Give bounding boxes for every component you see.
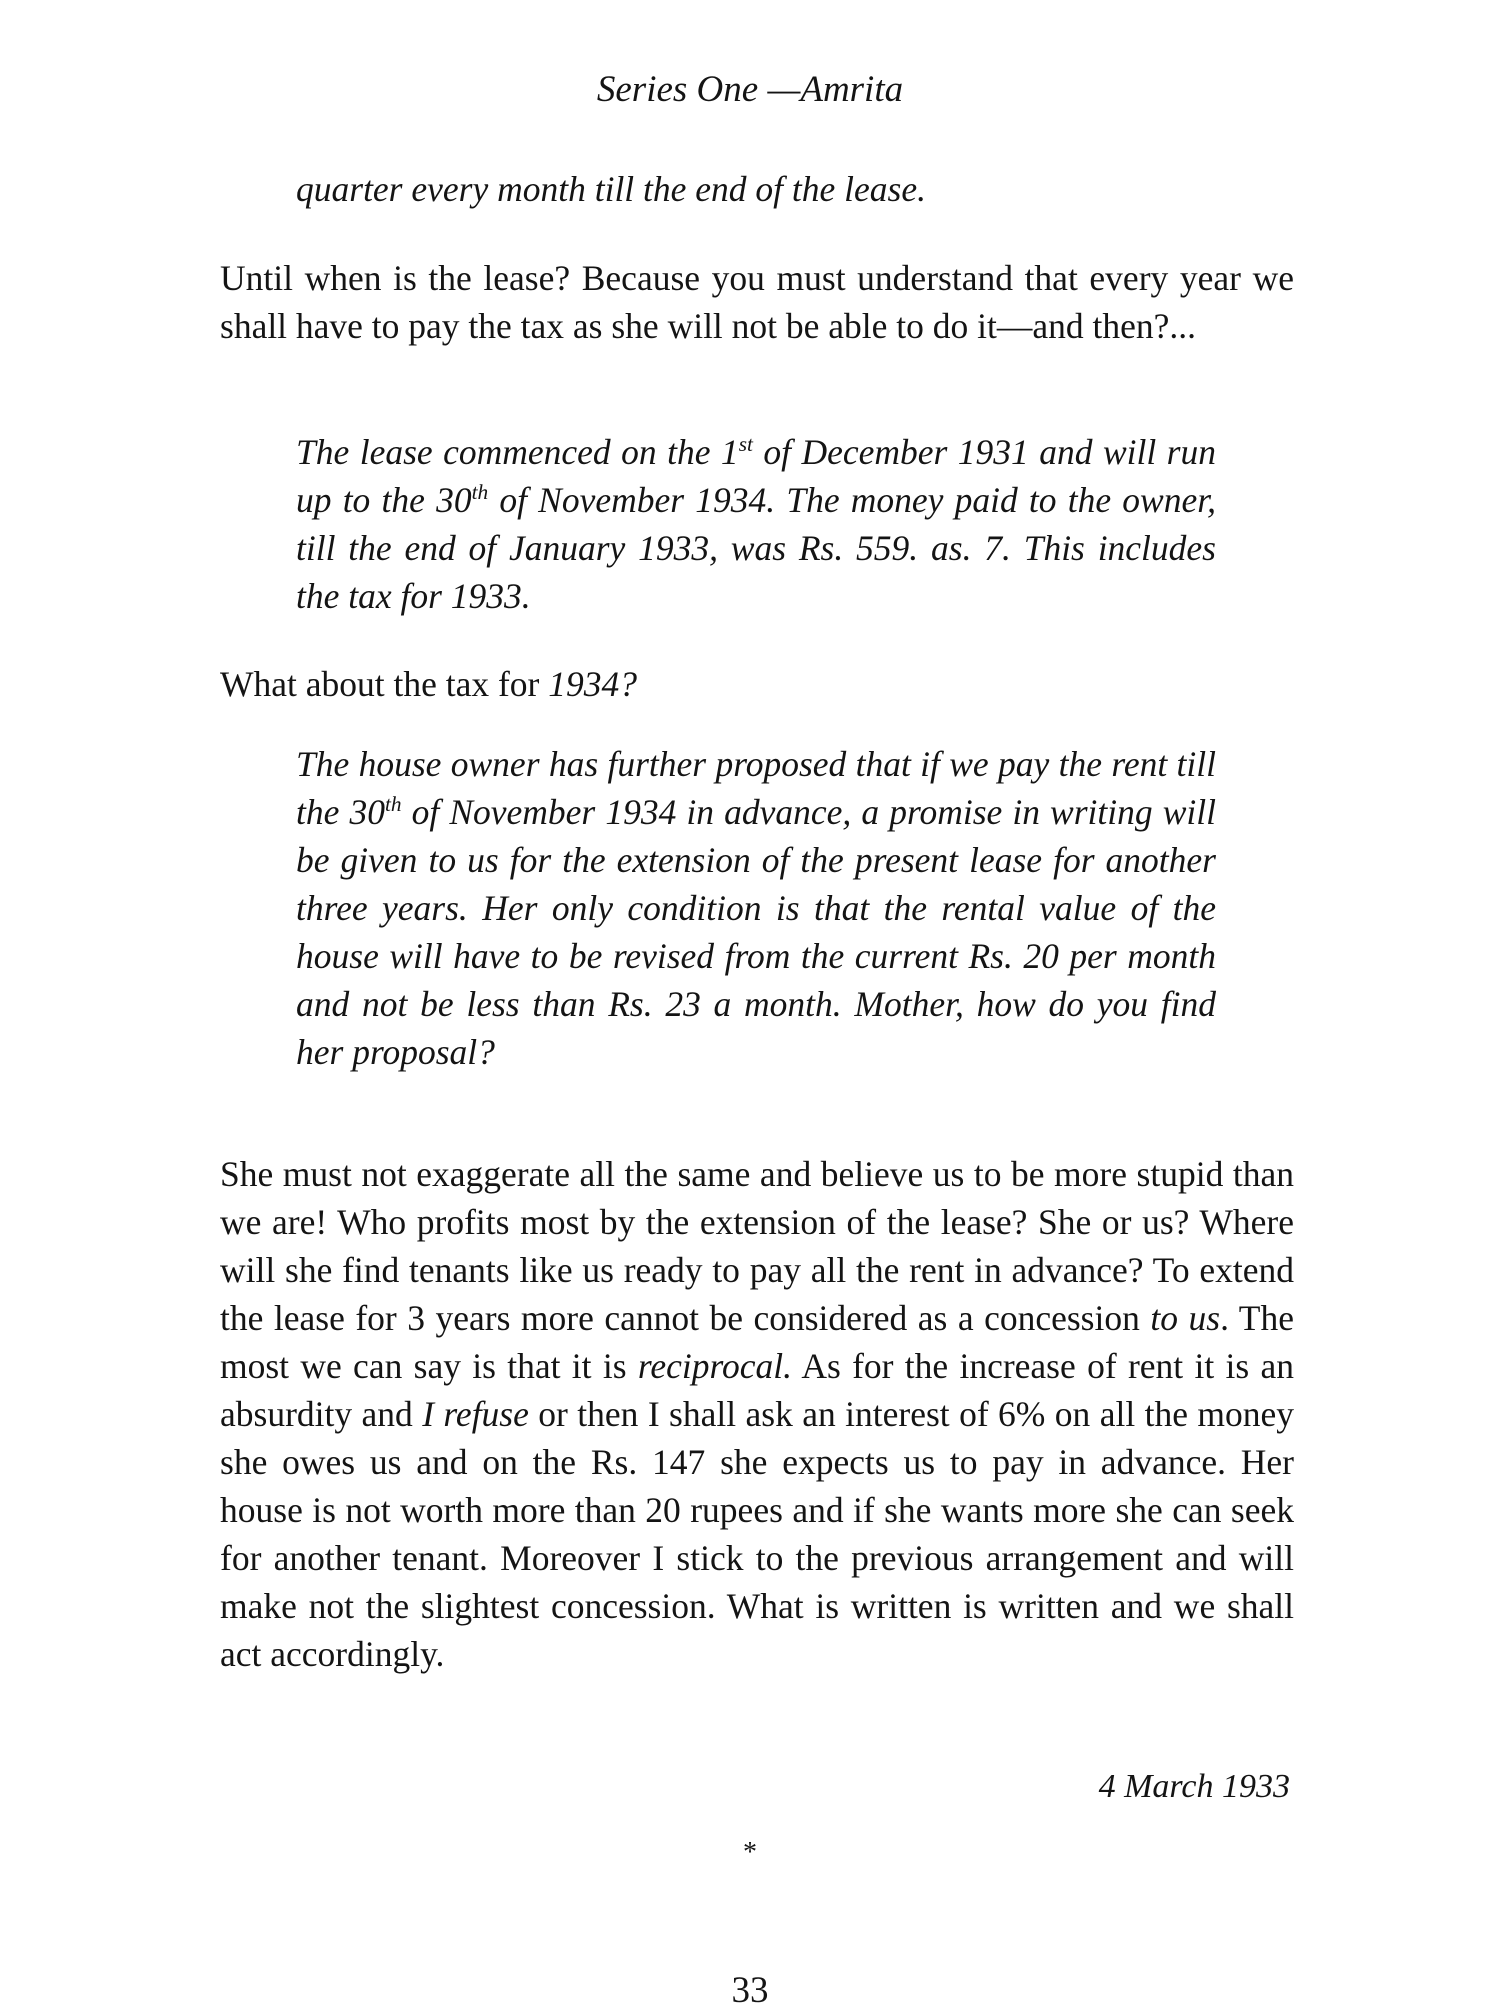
page-number: 33 xyxy=(731,1970,769,2011)
ordinal-superscript: th xyxy=(471,480,489,505)
entry-date: 4 March 1933 xyxy=(1098,1768,1290,1805)
question-year: 1934? xyxy=(548,664,638,704)
quote-continuation: quarter every month till the end of the lease. xyxy=(296,169,926,209)
ordinal-superscript: th xyxy=(384,792,402,817)
mother-reply-paragraph xyxy=(220,1150,1294,1678)
quote-text: of November 1934 in advance, a promise in writing will be given to us for the extension of the present lease for another three years. Her only condition is that the rental value of the house will have to be revised from the current Rs. 20 per month and not be less than Rs. 23 a month. Mother, how do you find her proposal? xyxy=(296,792,1216,1072)
section-separator: * xyxy=(743,1837,757,1868)
reply-text: . The most we can say is that it is xyxy=(220,1298,1294,1386)
ordinal-superscript: st xyxy=(738,432,753,457)
quote-text: The lease commenced on the 1 xyxy=(296,432,739,472)
reply-emphasis: reciprocal. xyxy=(637,1346,792,1386)
reply-emphasis: to us xyxy=(1150,1298,1221,1338)
reply-text: As for the increase of rent it is an absurdity and xyxy=(220,1346,1294,1434)
question-paragraph-lease: Until when is the lease? Because you must understand that every year we shall have to pay the tax as she will not be able to do it—and then?... xyxy=(220,258,1294,346)
question-paragraph-tax xyxy=(220,660,1294,708)
reply-text: She must not exaggerate all the same and believe us to be more stupid than we are! Who profits most by the extension of the lease? She or us? Where will she find tenants like us ready to pay all the rent in advance? To extend the lease for 3 years more cannot be considered as a concession xyxy=(220,1154,1294,1338)
question-text: What about the tax for xyxy=(220,664,549,704)
quote-text: The house owner has further proposed that if we pay the rent till the 30 xyxy=(296,744,1216,832)
quote-text: of December 1931 and will run up to the 30 xyxy=(296,432,1216,520)
running-head: Series One —Amrita xyxy=(596,69,904,110)
answer-quote-proposal xyxy=(296,740,1216,1076)
reply-text: or then I shall ask an interest of 6% on all the money she owes us and on the Rs. 147 she expects us to pay in advance. Her house is not worth more than 20 rupees and if she wants more she can seek for another tenant. Moreover I stick to the previous arrangement and will make not the slightest concession. What is written is written and we shall act accordingly. xyxy=(220,1394,1294,1674)
quote-text: of November 1934. The money paid to the owner, till the end of January 1933, was Rs. 559. as. 7. This includes the tax for 1933. xyxy=(296,480,1216,616)
answer-quote-lease xyxy=(296,428,1216,620)
reply-emphasis: I refuse xyxy=(422,1394,529,1434)
